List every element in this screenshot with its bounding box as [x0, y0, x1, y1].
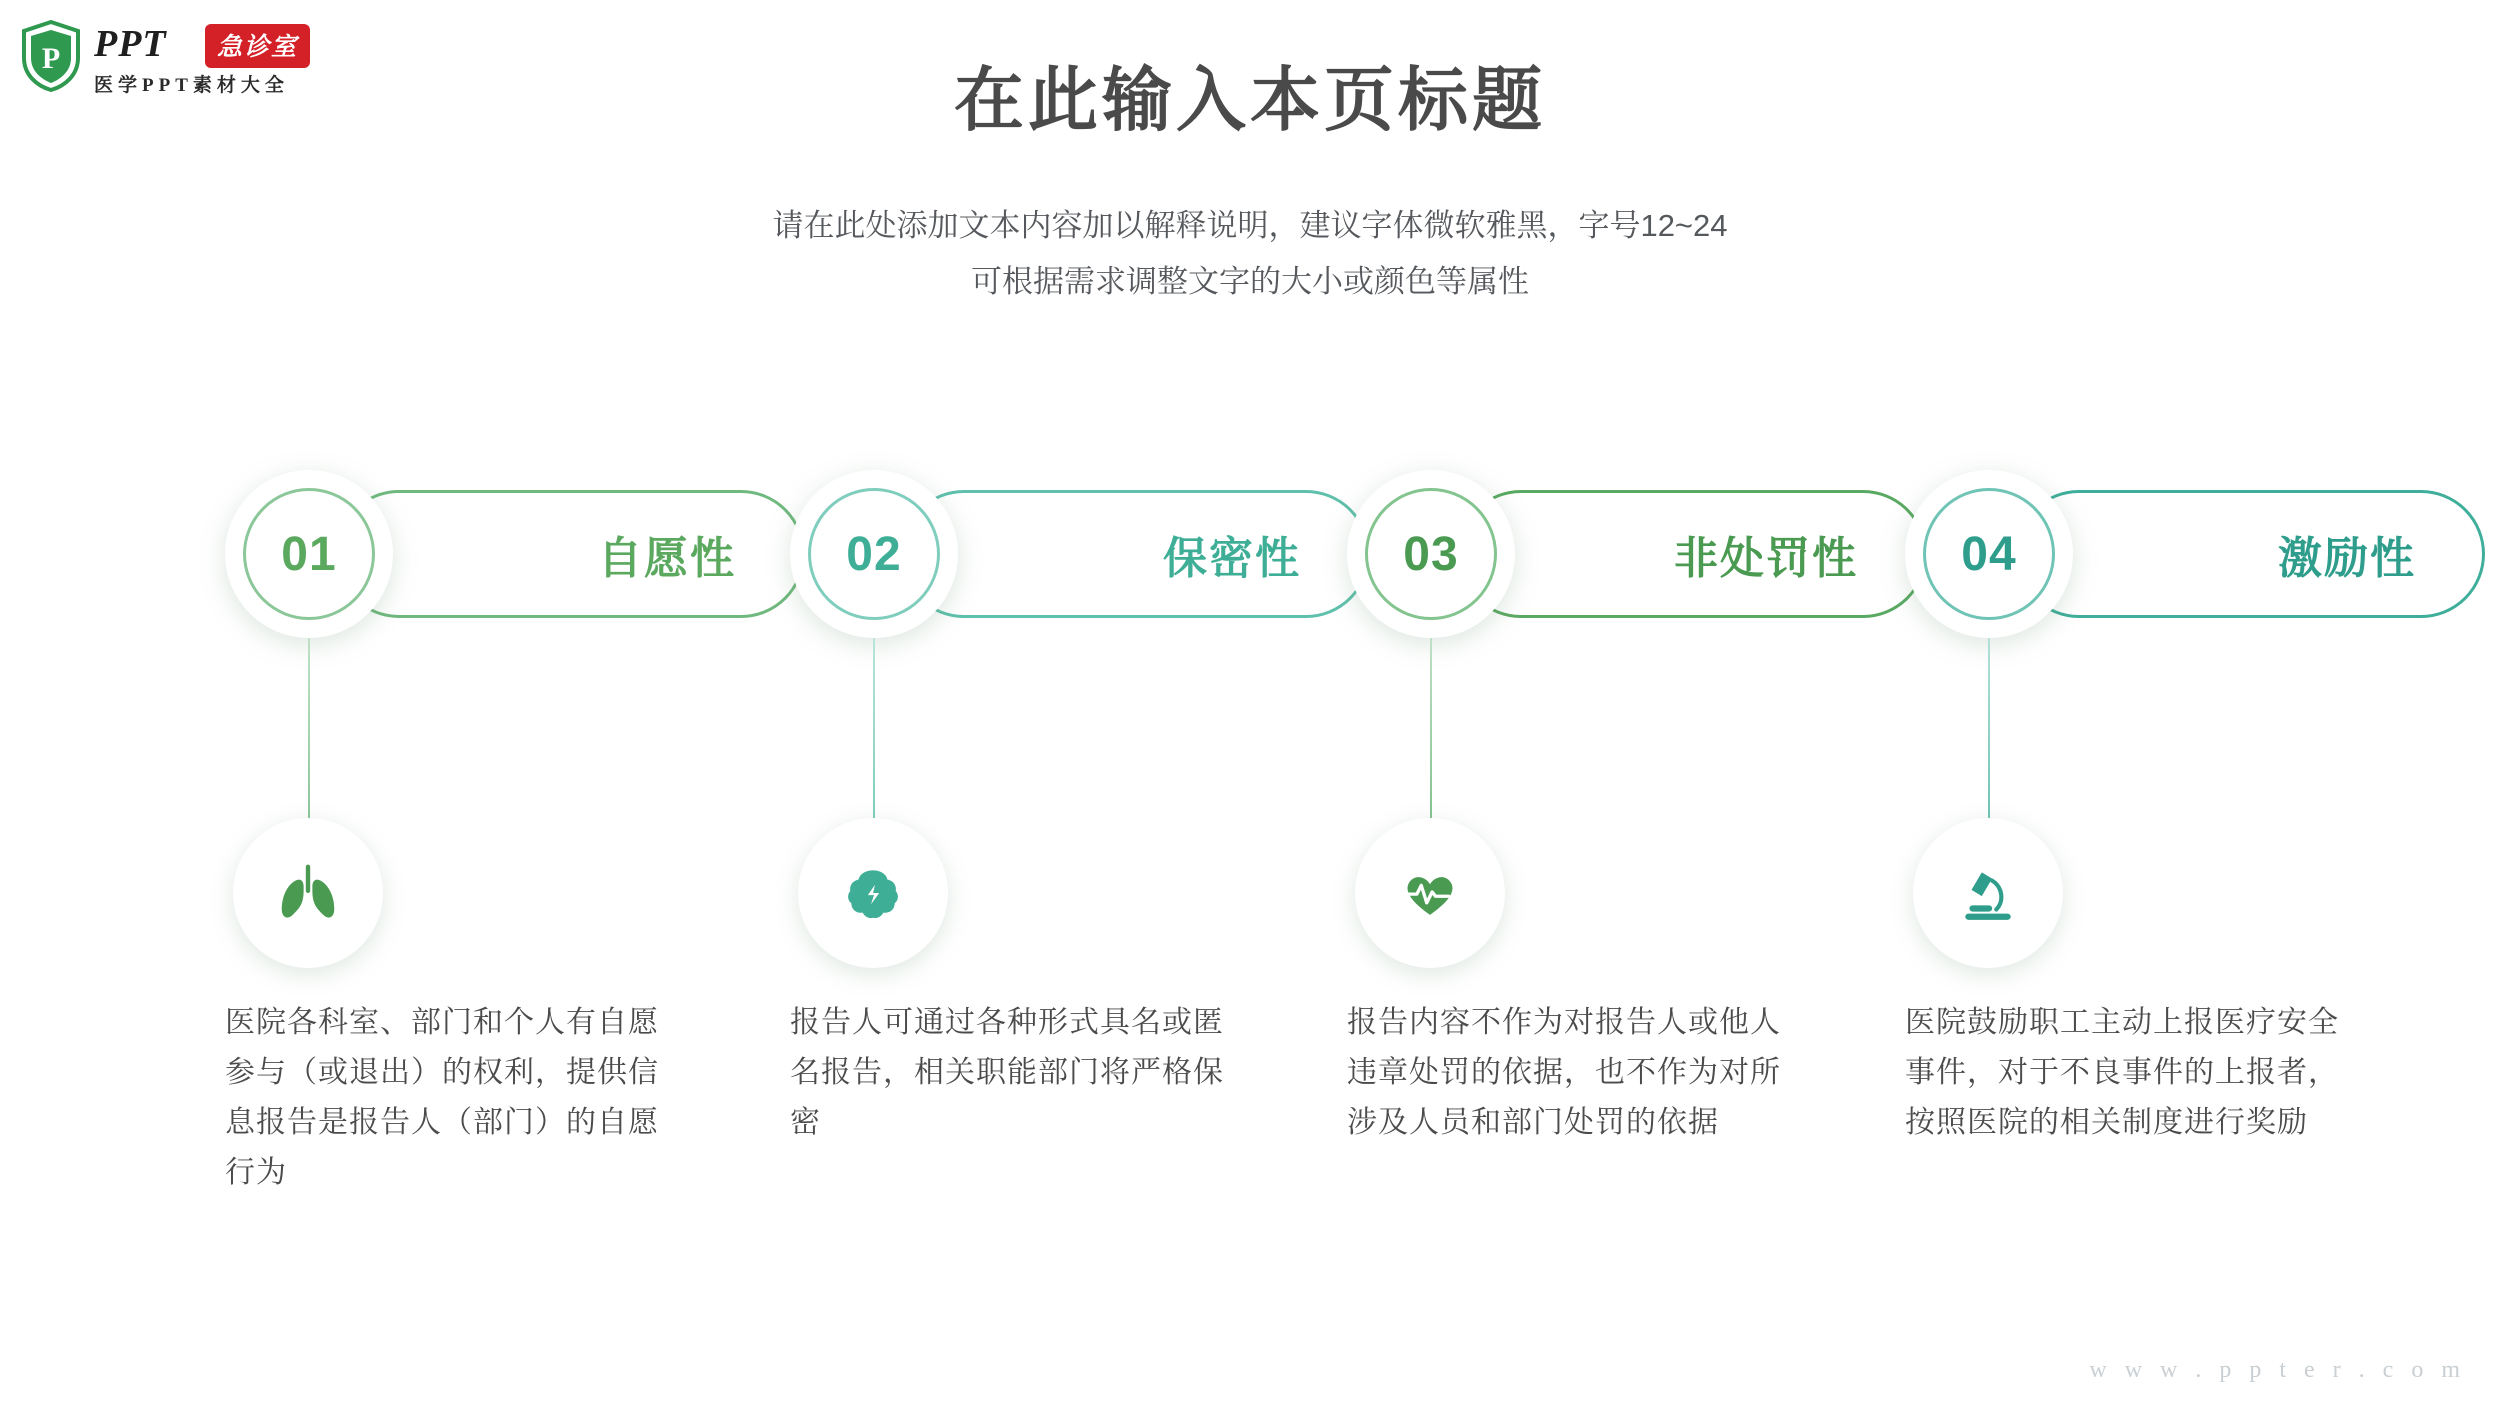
page-title: 在此输入本页标题: [954, 61, 1546, 139]
description-2: 报告人可通过各种形式具名或匿名报告，相关职能部门将严格保密: [790, 1006, 1224, 1139]
logo-tagline: 医学PPT素材大全: [94, 75, 289, 96]
number-label-2: 02: [846, 527, 902, 581]
logo-brand: PPT: [94, 23, 167, 65]
watermark: w w w . p p t e r . c o m: [2089, 1357, 2466, 1383]
description-3: 报告内容不作为对报告人或他人违章处罚的依据，也不作为对所涉及人员和部门处罚的依据: [1347, 1006, 1781, 1139]
number-label-3: 03: [1403, 527, 1459, 581]
pill-label-1: 自愿性: [598, 534, 736, 583]
pill-1: [335, 490, 805, 618]
pill-label-3: 非处罚性: [1674, 534, 1858, 583]
microscope-icon: [1913, 818, 2063, 968]
number-circle-1: [225, 470, 393, 638]
description-1: 医院各科室、部门和个人有自愿参与（或退出）的权利，提供信息报告是报告人（部门）的自愿行为: [225, 1006, 659, 1189]
connector-line-3: [1430, 638, 1432, 818]
logo-badge: 急诊室: [205, 24, 310, 68]
page-subtitle-line-1: 请在此处添加文本内容加以解释说明，建议字体微软雅黑，字号12~24: [772, 208, 1728, 243]
brain-icon: [798, 818, 948, 968]
number-circle-2: [790, 470, 958, 638]
number-label-4: 04: [1961, 527, 2017, 581]
pill-4: [2015, 490, 2485, 618]
pill-label-4: 激励性: [2278, 534, 2416, 583]
number-label-1: 01: [281, 527, 337, 581]
pill-3: [1457, 490, 1927, 618]
connector-line-2: [873, 638, 875, 818]
pill-2: [900, 490, 1370, 618]
lungs-icon: [233, 818, 383, 968]
heart-pulse-icon: [1355, 818, 1505, 968]
pill-label-2: 保密性: [1163, 534, 1301, 583]
number-circle-4: [1905, 470, 2073, 638]
description-4: 医院鼓励职工主动上报医疗安全事件，对于不良事件的上报者，按照医院的相关制度进行奖励: [1905, 1006, 2339, 1139]
connector-line-1: [308, 638, 310, 818]
connector-line-4: [1988, 638, 1990, 818]
svg-text:P: P: [41, 42, 61, 75]
page-subtitle-line-2: 可根据需求调整文字的大小或颜色等属性: [971, 264, 1529, 299]
number-circle-3: [1347, 470, 1515, 638]
